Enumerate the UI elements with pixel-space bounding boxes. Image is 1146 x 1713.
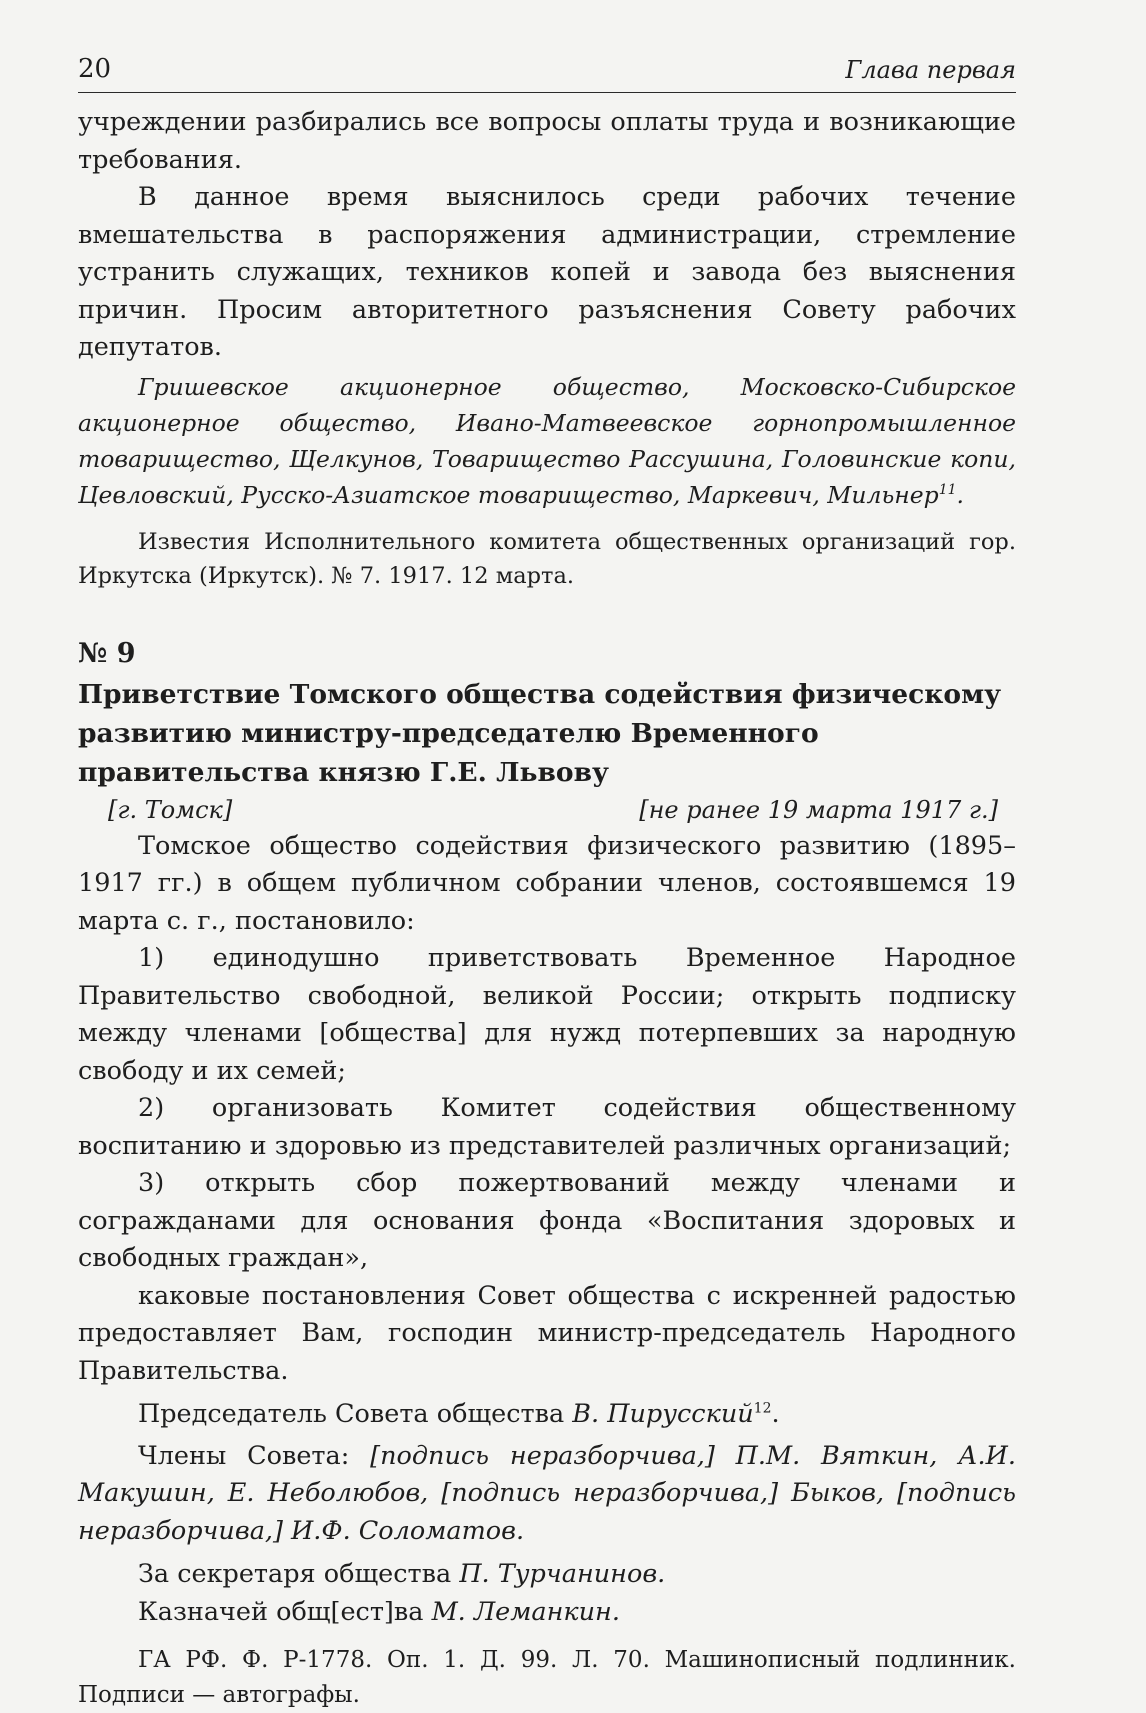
prev-doc-paragraph-1: учреждении разбирались все вопросы оплаты труда и возникающие требования. bbox=[78, 107, 1016, 175]
treasurer-signature bbox=[78, 1594, 1016, 1632]
page-body bbox=[78, 104, 1016, 1713]
chair-signature: Председатель Совета общества В. Пирусский$^{12}$. bbox=[138, 1399, 780, 1429]
resolution-item-3: 3) открыть сбор пожертвований между членами и согражданами для основания фонда «Воспитания здоровых и свободных граждан», bbox=[78, 1168, 1016, 1273]
document-intro: Томское общество содействия физического развитию (1895–1917 гг.) в общем публичном собрании членов, состоявшемся 19 марта с. г., постановило: bbox=[78, 830, 1016, 936]
signers-text: Гришевское акционерное общество, Московско-Сибирское акционерное общество, Ивано-Матвеевское горнопромышленное товарищество, Щелкунов, Товарищество Рассушина, Головинские копи, Цевловский, Русско-Азиатское товарищество, Маркевич, Мильнер bbox=[78, 372, 1016, 509]
prev-doc-source: Известия Исполнительного комитета общественных организаций гор. Иркутска (Иркутск). № 7. 1917. 12 марта. bbox=[78, 528, 1016, 589]
document-place: [г. Томск] bbox=[108, 795, 233, 824]
chapter-title: Глава первая bbox=[845, 56, 1016, 84]
document-date: [не ранее 19 марта 1917 г.] bbox=[639, 795, 998, 824]
resolution-item-2: 2) организовать Комитет содействия общественному воспитанию и здоровью из представителей различных организаций; bbox=[78, 1093, 1016, 1161]
document-title: Приветствие Томского общества содействия физическому развитию министру-председателю Временного правительства князю Г.Е. Львову bbox=[78, 678, 1002, 788]
page-number: 20 bbox=[78, 54, 112, 84]
treasurer-label: Казначей общ[ест]ва bbox=[138, 1596, 432, 1627]
council-label: Члены Совета: bbox=[138, 1440, 371, 1471]
footnote-ref-12: 12 bbox=[753, 1400, 772, 1417]
resolution-item-1: 1) единодушно приветствовать Временное Народное Правительство свободной, великой России; открыть подписку между членами [общества] для нужд потерпевших за народную свободу и их семей; bbox=[78, 943, 1016, 1086]
prev-doc-paragraph-2: В данное время выяснилось среди рабочих течение вмешательства в распоряжения администрации, стремление устранить служащих, техников копей и завода без выяснения причин. Просим авторитетного разъяснения Совету рабочих депутатов. bbox=[78, 182, 1016, 362]
chair-label: Председатель Совета общества bbox=[138, 1399, 573, 1429]
prev-doc-signers: Гришевское акционерное общество, Московско-Сибирское акционерное общество, Ивано-Матвеевское горнопромышленное товарищество, Щелкунов, Товарищество Рассушина, Головинские копи, Цевловский, Русско-Азиатское товарищество, Маркевич, Мильнер$^{11}$. bbox=[78, 372, 1016, 509]
secretary-label: За секретаря общества bbox=[138, 1559, 460, 1589]
running-header bbox=[78, 52, 1016, 93]
secretary-signature bbox=[78, 1556, 1016, 1594]
chair-name: В. Пирусский bbox=[572, 1399, 754, 1429]
treasurer-name: М. Леманкин. bbox=[431, 1596, 620, 1627]
document-closing: каковые постановления Совет общества с искренней радостью предоставляет Вам, господин министр-председатель Народного Правительства. bbox=[78, 1280, 1016, 1386]
document-number: № 9 bbox=[78, 637, 136, 669]
document-source: ГА РФ. Ф. Р-1778. Оп. 1. Д. 99. Л. 70. Машинописный подлинник. Подписи — автографы. bbox=[78, 1647, 1016, 1708]
secretary-name: П. Турчанинов. bbox=[459, 1559, 666, 1589]
footnote-ref-11: 11 bbox=[938, 481, 957, 498]
place-date-row bbox=[78, 792, 1016, 828]
council-signatures bbox=[78, 1438, 1016, 1551]
council-names: [подпись неразборчива,] П.М. Вяткин, А.И. Макушин, Е. Неболюбов, [подпись неразборчива,] Быков, [подпись неразборчива,] И.Ф. Соломатов. bbox=[78, 1440, 1016, 1546]
